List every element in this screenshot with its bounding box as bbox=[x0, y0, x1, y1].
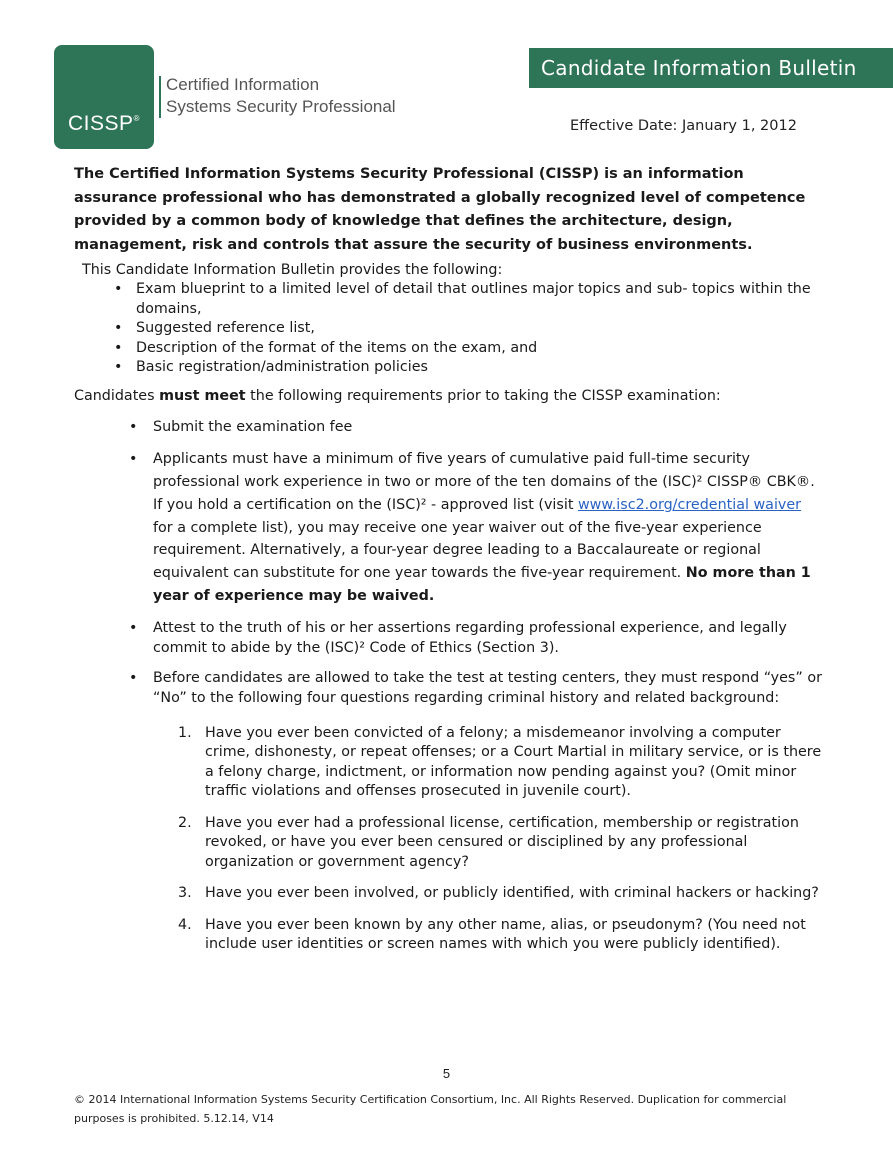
question-item: 1. Have you ever been convicted of a felony; a misdemeanor involving a computer crime, dishonesty, or repeat offenses; or a Court Martial in military service, or is there a felony charge, indictment, or information now pending against you? (Omit minor traffic violations and offenses prosecuted in juvenile court). bbox=[178, 724, 822, 800]
waiver-limit-emphasis: No more than 1 year of experience may be waived. bbox=[153, 565, 811, 605]
question-item: 4. Have you ever been known by any other name, alias, or pseudonym? (You need not include user identities or screen names with which you were publicly identified). bbox=[178, 916, 806, 953]
intro-paragraph: The Certified Information Systems Security Professional (CISSP) is an information assurance professional who has demonstrated a globally recognized level of competence provided by a common body of knowledge that defines the architecture, design, management, risk and controls that assure the security of business environments. bbox=[74, 166, 806, 253]
cissp-logo bbox=[54, 45, 154, 149]
requirement-ethics: • Attest to the truth of his or her assertions regarding professional experience, and legally commit to abide by the (ISC)² Code of Ethics (Section 3). bbox=[153, 618, 824, 658]
copyright-footer: © 2014 International Information Systems Security Certification Consortium, Inc. All Rights Reserved. Duplication for commercial purposes is prohibited. 5.12.14, V14 bbox=[74, 1093, 787, 1125]
tagline-line-2: Systems Security Professional bbox=[166, 97, 396, 116]
must-meet-emphasis: must meet bbox=[159, 387, 246, 404]
logo-divider bbox=[159, 76, 161, 118]
effective-date: Effective Date: January 1, 2012 bbox=[570, 118, 797, 134]
requirement-background: • Before candidates are allowed to take the test at testing centers, they must respond “yes” or “No” to the following four questions regarding criminal history and related background: 1. Have you ever been convicted of a felony; a misdemeanor involving a computer crime, dishonesty, or repeat offenses; or a Court Martial in military service, or is there a felony charge, indictment, or information now pending against you? (Omit minor traffic violations and offenses prosecuted in juvenile court). 2. Have you ever had a professional license, certification, membership or registration revoked, or have you ever been censured or disciplined by any professional organization or government agency? 3. Have you ever been involved, or publicly identified, with criminal hackers or hacking? 4. Have you ever been known by any other name, alias, or pseudonym? (You need not include user identities or screen names with which you were publicly identified). bbox=[153, 668, 824, 955]
requirements-lead: Candidates must meet the following requirements prior to taking the CISSP examination: bbox=[74, 387, 721, 404]
requirement-fee: • Submit the examination fee bbox=[153, 416, 824, 439]
list-item: • Suggested reference list, bbox=[136, 319, 824, 339]
question-item: 3. Have you ever been involved, or publicly identified, with criminal hackers or hacking? bbox=[178, 885, 819, 902]
document-body bbox=[74, 163, 824, 967]
logo-tagline bbox=[166, 74, 396, 118]
credential-waiver-link[interactable]: www.isc2.org/credential waiver bbox=[577, 496, 802, 513]
list-item: • Exam blueprint to a limited level of detail that outlines major topics and sub- topics within the domains, bbox=[136, 280, 824, 319]
list-item: • Basic registration/administration policies bbox=[136, 358, 824, 378]
header-banner: Candidate Information Bulletin bbox=[529, 48, 893, 88]
page-number: 5 bbox=[442, 1066, 451, 1081]
provides-lead: This Candidate Information Bulletin provides the following: bbox=[82, 262, 503, 278]
background-questions bbox=[153, 724, 824, 955]
requirement-experience: • Applicants must have a minimum of five years of cumulative paid full-time security professional work experience in two or more of the ten domains of the (ISC)² CISSP® CBK®. If you hold a certification on the (ISC)² - approved list (visit www.isc2.org/credential waiver for a complete list), you may receive one year waiver out of the five-year experience requirement. Alternatively, a four-year degree leading to a Baccalaureate or regional equivalent can substitute for one year towards the five-year requirement. No more than 1 year of experience may be waived. bbox=[153, 448, 824, 608]
list-item: • Description of the format of the items on the exam, and bbox=[136, 339, 824, 359]
question-item: 2. Have you ever had a professional license, certification, membership or registration revoked, or have you ever been censured or disciplined by any professional organization or government agency? bbox=[178, 814, 799, 870]
logo-text: CISSP® bbox=[68, 112, 140, 135]
provides-list bbox=[74, 280, 824, 378]
requirements-list bbox=[74, 416, 824, 955]
tagline-line-1: Certified Information bbox=[166, 75, 320, 94]
